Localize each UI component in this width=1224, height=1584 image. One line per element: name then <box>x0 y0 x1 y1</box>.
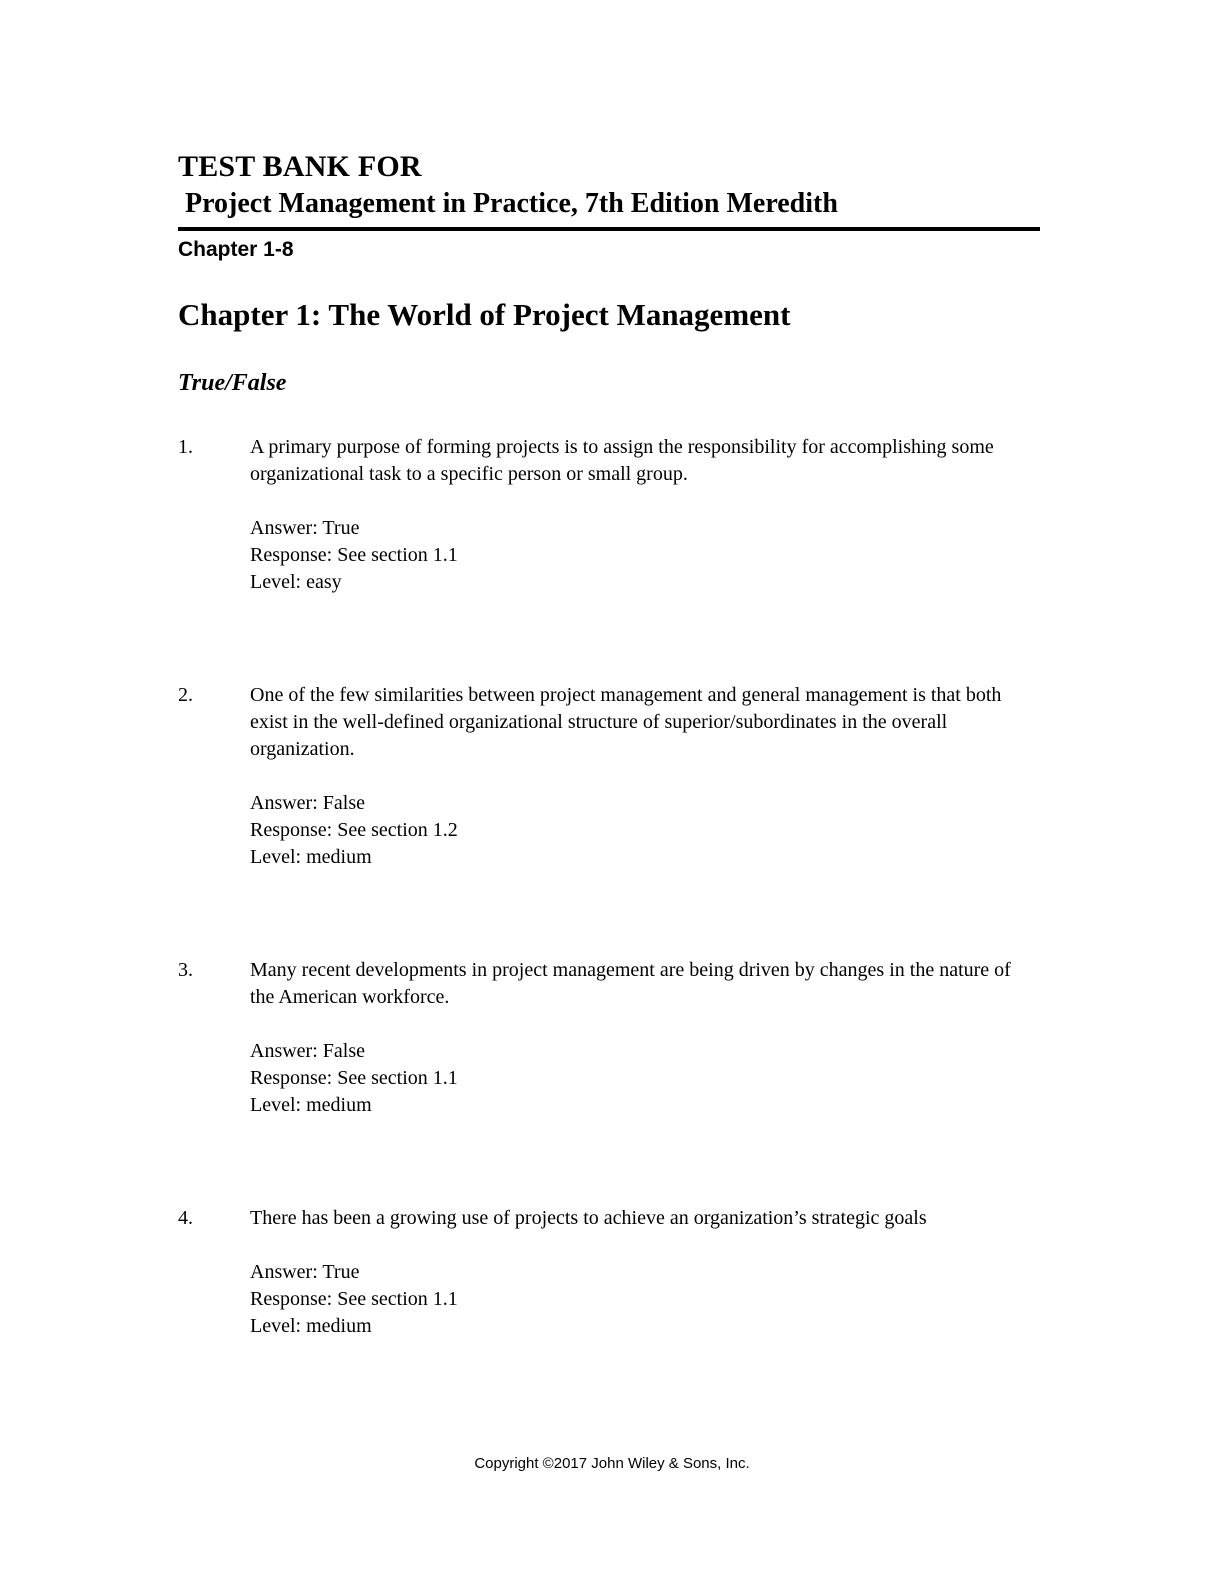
level-line: Level: medium <box>250 1314 372 1337</box>
document-title-line1: TEST BANK FOR <box>178 150 422 183</box>
question-number: 1. <box>178 435 193 458</box>
question-body <box>250 682 1040 871</box>
question-meta <box>250 790 1040 871</box>
response-line: Response: See section 1.1 <box>250 1066 458 1089</box>
question-item <box>178 682 1040 871</box>
question-text: A primary purpose of forming projects is to assign the responsibility for accomplishing some organizational task to a specific person or small group. <box>250 435 994 485</box>
level-line: Level: easy <box>250 570 342 593</box>
chapter-range-subtitle: Chapter 1-8 <box>178 237 294 261</box>
answer-line: Answer: True <box>250 1260 360 1283</box>
question-meta <box>250 1259 1040 1340</box>
chapter-title: Chapter 1: The World of Project Management <box>178 296 791 332</box>
section-title: True/False <box>178 369 287 396</box>
question-text: Many recent developments in project management are being driven by changes in the nature of the American workforce. <box>250 958 1011 1008</box>
response-line: Response: See section 1.2 <box>250 818 458 841</box>
question-list <box>178 434 1040 1340</box>
document-title-line2: Project Management in Practice, 7th Edition Meredith <box>178 187 838 219</box>
question-meta <box>250 1038 1040 1119</box>
question-number: 2. <box>178 683 193 706</box>
question-body <box>250 957 1040 1119</box>
header-divider <box>178 227 1040 231</box>
question-item <box>178 957 1040 1119</box>
level-line: Level: medium <box>250 845 372 868</box>
response-line: Response: See section 1.1 <box>250 1287 458 1310</box>
page-footer: Copyright ©2017 John Wiley & Sons, Inc. <box>474 1455 750 1472</box>
question-number: 4. <box>178 1206 193 1229</box>
question-text: One of the few similarities between project management and general management is that both exist in the well-defined organizational structure of superior/subordinates in the overall organization. <box>250 683 1002 760</box>
response-line: Response: See section 1.1 <box>250 543 458 566</box>
answer-line: Answer: False <box>250 1039 365 1062</box>
question-item <box>178 1205 1040 1340</box>
answer-line: Answer: True <box>250 516 360 539</box>
document-header <box>178 148 1040 262</box>
question-text: There has been a growing use of projects to achieve an organization’s strategic goals <box>250 1206 927 1229</box>
question-item <box>178 434 1040 596</box>
question-number: 3. <box>178 958 193 981</box>
question-meta <box>250 515 1040 596</box>
question-body <box>250 434 1040 596</box>
question-body <box>250 1205 1040 1340</box>
answer-line: Answer: False <box>250 791 365 814</box>
level-line: Level: medium <box>250 1093 372 1116</box>
